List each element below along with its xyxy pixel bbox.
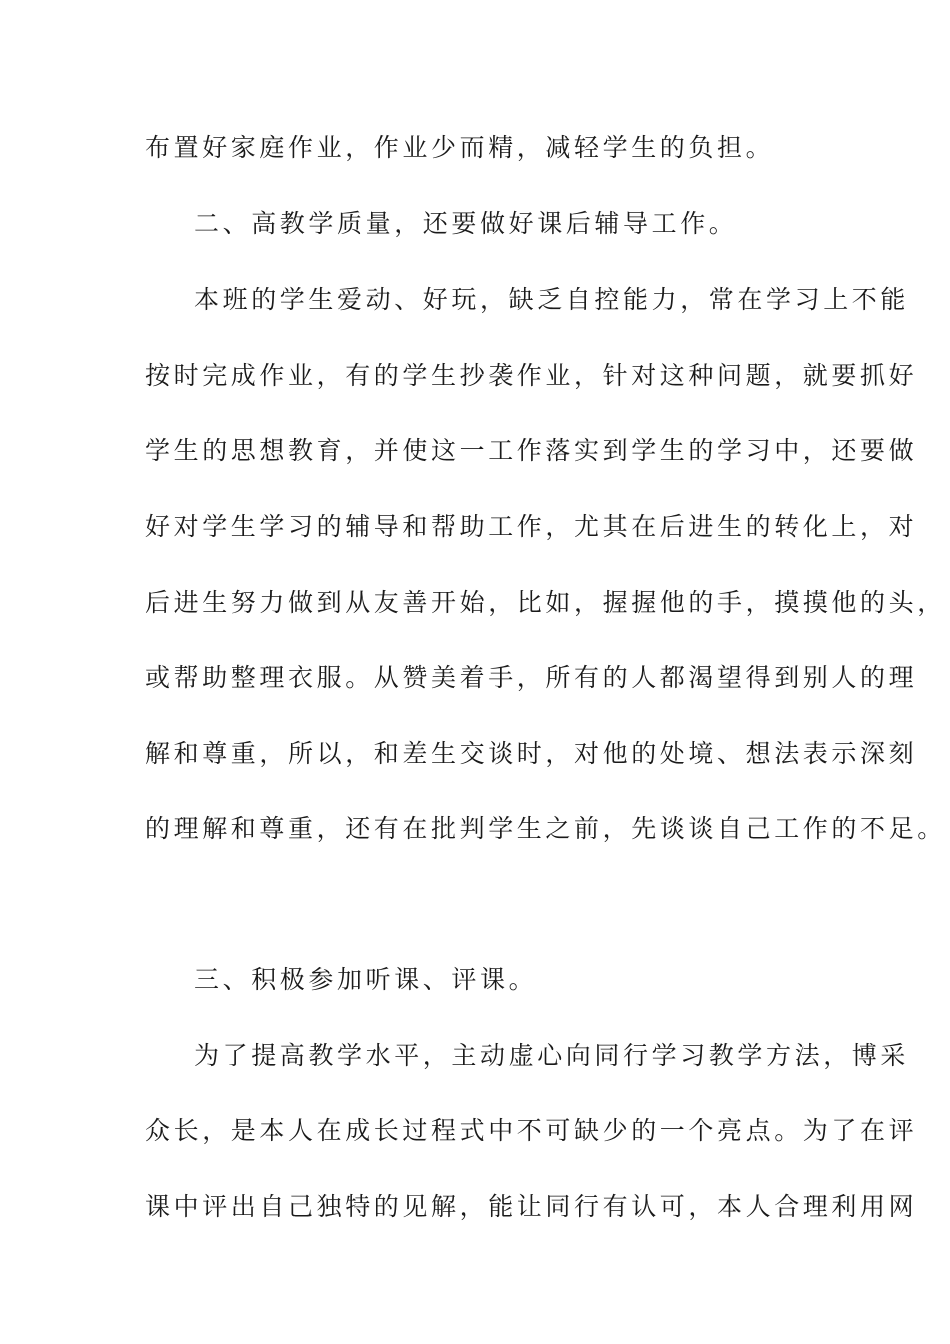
text-line-14: 课中评出自己独特的见解，能让同行有认可，本人合理利用网 [145,1192,918,1221]
text-line-6: 好对学生学习的辅导和帮助工作，尤其在后进生的转化上，对 [145,512,918,541]
text-line-1: 布置好家庭作业，作业少而精，减轻学生的负担。 [145,133,775,162]
text-line-10: 的理解和尊重，还有在批判学生之前，先谈谈自己工作的不足。 [145,814,946,843]
text-line-9: 解和尊重，所以，和差生交谈时，对他的处境、想法表示深刻 [145,739,918,768]
text-line-3: 本班的学生爱动、好玩，缺乏自控能力，常在学习上不能 [194,285,910,314]
text-line-12: 为了提高教学水平，主动虚心向同行学习教学方法，博采 [194,1041,910,1070]
text-line-5: 学生的思想教育，并使这一工作落实到学生的学习中，还要做 [145,436,918,465]
section-heading-2: 二、高教学质量，还要做好课后辅导工作。 [194,209,738,238]
text-line-7: 后进生努力做到从友善开始，比如，握握他的手，摸摸他的头， [145,588,946,617]
text-line-8: 或帮助整理衣服。从赞美着手，所有的人都渴望得到别人的理 [145,663,918,692]
text-line-4: 按时完成作业，有的学生抄袭作业，针对这种问题，就要抓好 [145,361,918,390]
text-line-13: 众长，是本人在成长过程式中不可缺少的一个亮点。为了在评 [145,1116,918,1145]
section-heading-3: 三、积极参加听课、评课。 [194,965,538,994]
